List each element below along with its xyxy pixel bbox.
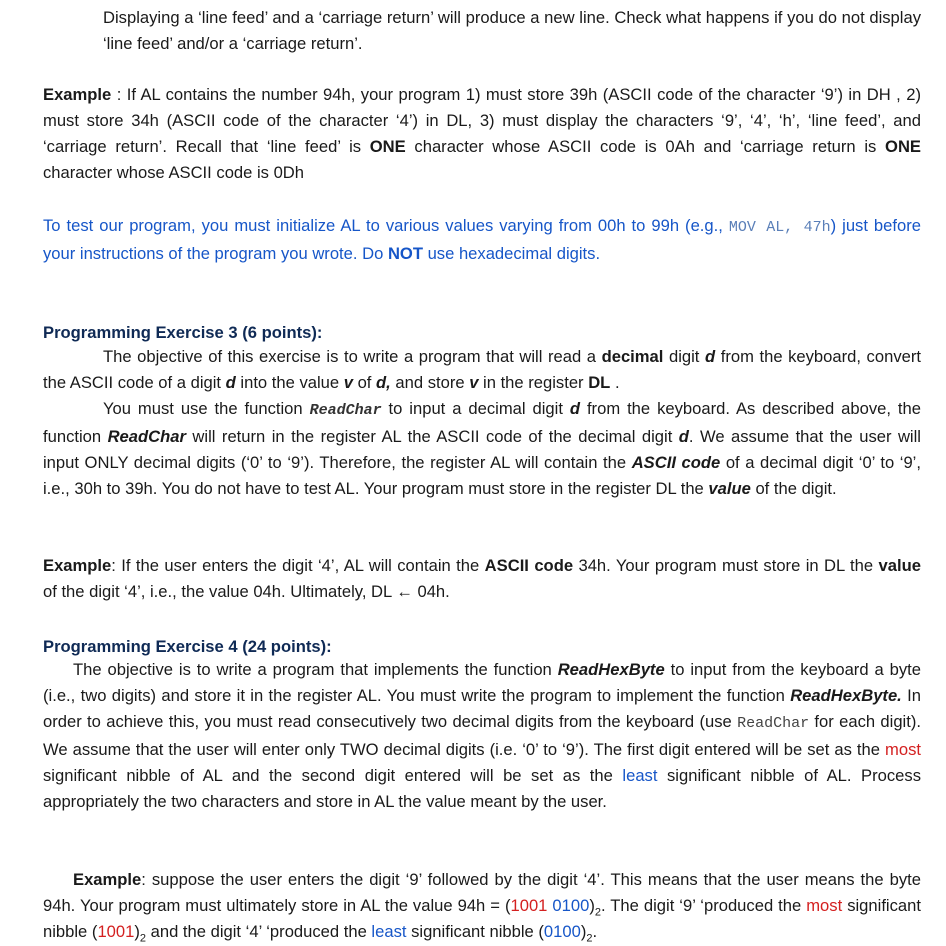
example-label: Example	[43, 85, 112, 104]
register: DL	[588, 373, 611, 392]
text: You must use the function	[103, 399, 310, 418]
example-3-paragraph	[43, 553, 921, 605]
variable: d,	[376, 373, 391, 392]
emphasis: NOT	[387, 244, 423, 263]
text: digit	[663, 347, 705, 366]
text: : If the user enters the digit ‘4’, AL will contain the	[111, 556, 485, 575]
example-text: : If AL contains the number 94h, your program 1) must store 39h (ASCII code of the character ‘9’) in DH , 2) must store 34h (ASCII code of the character ‘4’) in DL, 3) must display the characters ‘9’, ‘4’, ‘h’, ‘line feed’, and ‘carriage return’. Recall that ‘line feed’ is	[43, 85, 921, 156]
exercise-3-paragraph-1	[43, 344, 921, 396]
example-label: Example	[43, 556, 112, 575]
emphasis: ONE	[369, 137, 406, 156]
text: from the keyboard. As described above, the function	[43, 399, 921, 446]
text: and the digit ‘4’ ‘produced the	[146, 922, 372, 941]
example-text: character whose ASCII code is 0Ah and ‘carriage return is	[405, 137, 886, 156]
text: )	[589, 896, 595, 915]
emphasis: ONE	[885, 137, 921, 156]
text: of the digit ‘4’, i.e., the value 04h. Ultimately, DL ← 04h.	[43, 582, 450, 601]
variable: d	[225, 373, 236, 392]
text: .	[610, 373, 620, 392]
text: The objective of this exercise is to write a program that will read a	[103, 347, 602, 366]
note-text: ) just before your instructions of the program you wrote. Do	[43, 216, 921, 263]
variable: d	[678, 427, 689, 446]
function-name: ReadHexByte	[557, 660, 665, 679]
example-text: character whose ASCII code is 0Dh	[43, 163, 305, 182]
code-function: ReadChar	[737, 715, 810, 732]
emphasis: ASCII code	[631, 453, 721, 472]
subscript: 2	[594, 906, 601, 919]
emphasis: decimal	[601, 347, 664, 366]
text: significant nibble of AL. Process appropriately the two characters and store in AL the value meant by the user.	[43, 766, 921, 811]
variable: v	[469, 373, 479, 392]
example-1-paragraph	[43, 82, 921, 186]
variable: v	[343, 373, 353, 392]
text: )	[134, 922, 140, 941]
emphasis: ASCII code	[484, 556, 574, 575]
function-name: ReadHexByte.	[790, 686, 902, 705]
emphasis: value	[878, 556, 921, 575]
function-name: ReadChar	[107, 427, 186, 446]
example-4-paragraph	[43, 867, 921, 945]
exercise-4-paragraph	[43, 657, 921, 815]
text: in the register	[478, 373, 589, 392]
exercise-3-paragraph-2	[43, 396, 921, 502]
text: significant nibble (	[43, 896, 921, 941]
least-highlight: least	[622, 766, 658, 785]
note-text: use hexadecimal digits.	[422, 244, 601, 263]
most-highlight: most	[806, 896, 843, 915]
text: : suppose the user enters the digit ‘9’ followed by the digit ‘4’. This means that the user means the byte 94h. Your program must ultimately store in AL the value 94h = (	[43, 870, 921, 915]
text: In order to achieve this, you must read consecutively two decimal digits from the keyboard (use	[43, 686, 921, 731]
bits-low: 0100	[552, 896, 590, 915]
text: .	[592, 922, 598, 941]
subscript: 2	[139, 932, 147, 945]
variable: d	[569, 399, 581, 418]
text: and store	[390, 373, 470, 392]
text: to input a decimal digit	[381, 399, 570, 418]
subscript: 2	[586, 932, 593, 945]
text: significant nibble (	[406, 922, 544, 941]
example-label: Example	[73, 870, 142, 889]
exercise-3-heading: Programming Exercise 3 (6 points):	[43, 323, 323, 342]
text: 34h. Your program must store in DL the	[573, 556, 879, 575]
text: )	[580, 922, 587, 941]
bits-high: 1001	[510, 896, 548, 915]
code-function: ReadChar	[309, 402, 382, 419]
text: . The digit ‘9’ ‘produced the	[600, 896, 807, 915]
text: of a decimal digit ‘0’ to ‘9’, i.e., 30h to 39h. You do not have to test AL. Your program must store in the register DL the	[43, 453, 921, 498]
text: to input from the keyboard a byte (i.e., two digits) and store it in the register AL. You must write the program to implement the function	[43, 660, 921, 705]
emphasis: value	[708, 479, 751, 498]
bits-high: 1001	[97, 922, 135, 941]
intro-paragraph	[103, 5, 921, 57]
text: of the digit.	[750, 479, 837, 498]
text: The objective is to write a program that implements the function	[73, 660, 558, 679]
text: significant nibble of AL and the second digit entered will be set as the	[43, 766, 623, 785]
exercise-4-heading: Programming Exercise 4 (24 points):	[43, 637, 332, 656]
intro-text: Displaying a ‘line feed’ and a ‘carriage return’ will produce a new line. Check what happens if you do not display ‘line feed’ and/or a ‘carriage return’.	[103, 8, 921, 53]
most-highlight: most	[885, 740, 921, 759]
text: . We assume that the user will input ONLY decimal digits (‘0’ to ‘9’). Therefore, the register AL will contain the	[43, 427, 921, 472]
text: from the keyboard, convert the ASCII code of a digit	[43, 347, 921, 392]
note-text: To test our program, you must initialize AL to various values varying from 00h to 99h (e.g.,	[43, 216, 729, 235]
variable: d	[705, 347, 716, 366]
text: will return in the register AL the ASCII code of the decimal digit	[185, 427, 679, 446]
text: of	[352, 373, 377, 392]
least-highlight: least	[371, 922, 407, 941]
text: into the value	[235, 373, 344, 392]
code-snippet: MOV AL, 47h	[728, 219, 831, 236]
bits-low: 0100	[543, 922, 581, 941]
text: for each digit). We assume that the user will enter only TWO decimal digits (i.e. ‘0’ to ‘9’). The first digit entered will be set as the	[43, 712, 921, 759]
test-note-paragraph	[43, 213, 921, 267]
